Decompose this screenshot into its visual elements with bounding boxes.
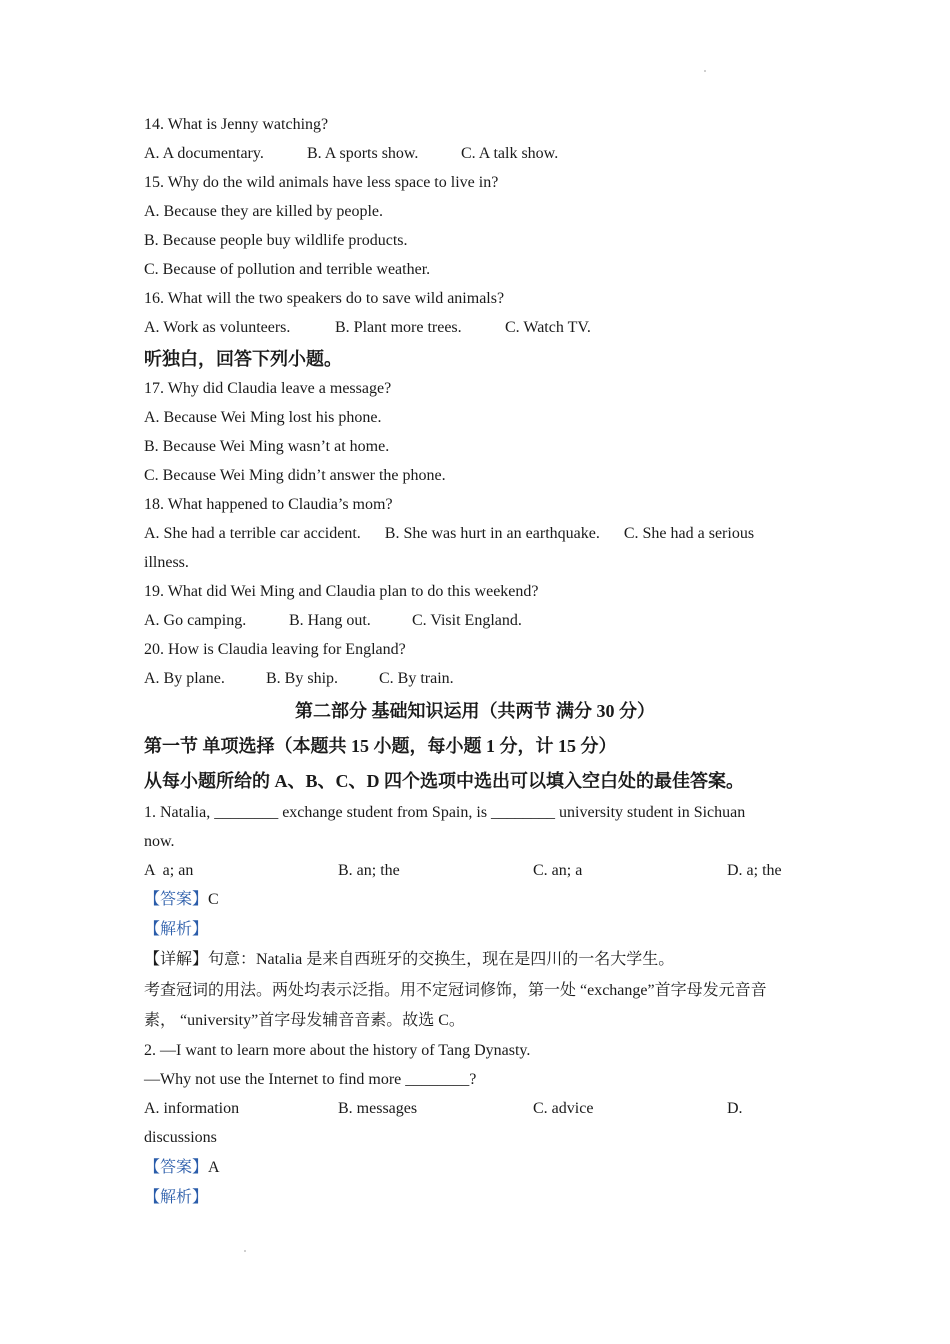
q17-stem: 17. Why did Claudia leave a message? [144,380,392,397]
q15-option-b: B. Because people buy wildlife products. [144,232,408,249]
answer-value: A [208,1159,220,1176]
g-q2-option-d-wrap: discussions [144,1129,217,1146]
q14-option-b: B. A sports show. [307,145,419,162]
g-q2-answer [144,1158,220,1178]
answer-label: 【答案】 [144,891,209,908]
q17-option-c: C. Because Wei Ming didn’t answer the phone. [144,467,446,484]
section1-instruction: 从每小题所给的 A、B、C、D 四个选项中选出可以填入空白处的最佳答案。 [144,771,744,791]
g-q1-analysis-label: 【解析】 [144,921,209,938]
g-q1-option-a: A a; an [144,862,194,879]
q15-option-c: C. Because of pollution and terrible weather. [144,261,431,278]
q20-stem: 20. How is Claudia leaving for England? [144,641,406,658]
q16-option-a: A. Work as volunteers. [144,319,291,336]
q16-option-c: C. Watch TV. [505,319,591,336]
answer-value: C [208,891,219,908]
monologue-heading: 听独白，回答下列小题。 [144,349,342,369]
scan-dot [704,70,706,72]
q20-option-a: A. By plane. [144,670,225,687]
q16-option-b: B. Plant more trees. [335,319,462,336]
section1-title: 第一节 单项选择（本题共 15 小题，每小题 1 分，计 15 分） [144,736,617,756]
q20-option-c: C. By train. [379,670,454,687]
q19-option-c: C. Visit England. [412,612,522,629]
g-q1-answer [144,890,219,910]
g-q1-detail: 【详解】句意：Natalia 是来自西班牙的交换生，现在是四川的一名大学生。 [144,951,675,968]
q19-stem: 19. What did Wei Ming and Claudia plan to do this weekend? [144,583,539,600]
q18-options-wrap: illness. [144,554,189,571]
q20-option-b: B. By ship. [266,670,339,687]
q16-stem: 16. What will the two speakers do to save wild animals? [144,290,505,307]
g-q1-option-b: B. an; the [338,862,400,879]
q14-option-a: A. A documentary. [144,145,264,162]
q14-option-c: C. A talk show. [461,145,559,162]
part2-title: 第二部分 基础知识运用（共两节 满分 30 分） [295,701,655,721]
g-q2-stem: 2. —I want to learn more about the history of Tang Dynasty. [144,1042,531,1059]
g-q1-option-d: D. a; the [727,862,782,879]
q15-stem: 15. Why do the wild animals have less space to live in? [144,174,499,191]
g-q2-option-c: C. advice [533,1100,594,1117]
q14-stem: 14. What is Jenny watching? [144,116,329,133]
g-q2-option-d: D. [727,1100,743,1117]
q18-options: A. She had a terrible car accident. B. She was hurt in an earthquake. C. She had a serious [144,525,755,542]
q15-option-a: A. Because they are killed by people. [144,203,384,220]
q17-option-b: B. Because Wei Ming wasn’t at home. [144,438,390,455]
g-q2-stem-line2: —Why not use the Internet to find more ________? [144,1071,477,1088]
q17-option-a: A. Because Wei Ming lost his phone. [144,409,382,426]
q19-option-b: B. Hang out. [289,612,371,629]
answer-label: 【答案】 [144,1159,209,1176]
g-q2-option-a: A. information [144,1100,240,1117]
scan-dot [244,1250,246,1252]
g-q1-option-c: C. an; a [533,862,583,879]
q19-option-a: A. Go camping. [144,612,247,629]
g-q2-analysis-label: 【解析】 [144,1189,209,1206]
g-q1-explanation: 考查冠词的用法。两处均表示泛指。用不定冠词修饰，第一处 “exchange”首字母发元音音 [144,982,767,999]
g-q2-option-b: B. messages [338,1100,418,1117]
g-q1-stem-wrap: now. [144,833,175,850]
g-q1-explanation-wrap: 素， “university”首字母发辅音音素。故选 C。 [144,1012,465,1029]
q18-stem: 18. What happened to Claudia’s mom? [144,496,393,513]
g-q1-stem: 1. Natalia, ________ exchange student from Spain, is ________ university student in Sichuan [144,804,746,821]
